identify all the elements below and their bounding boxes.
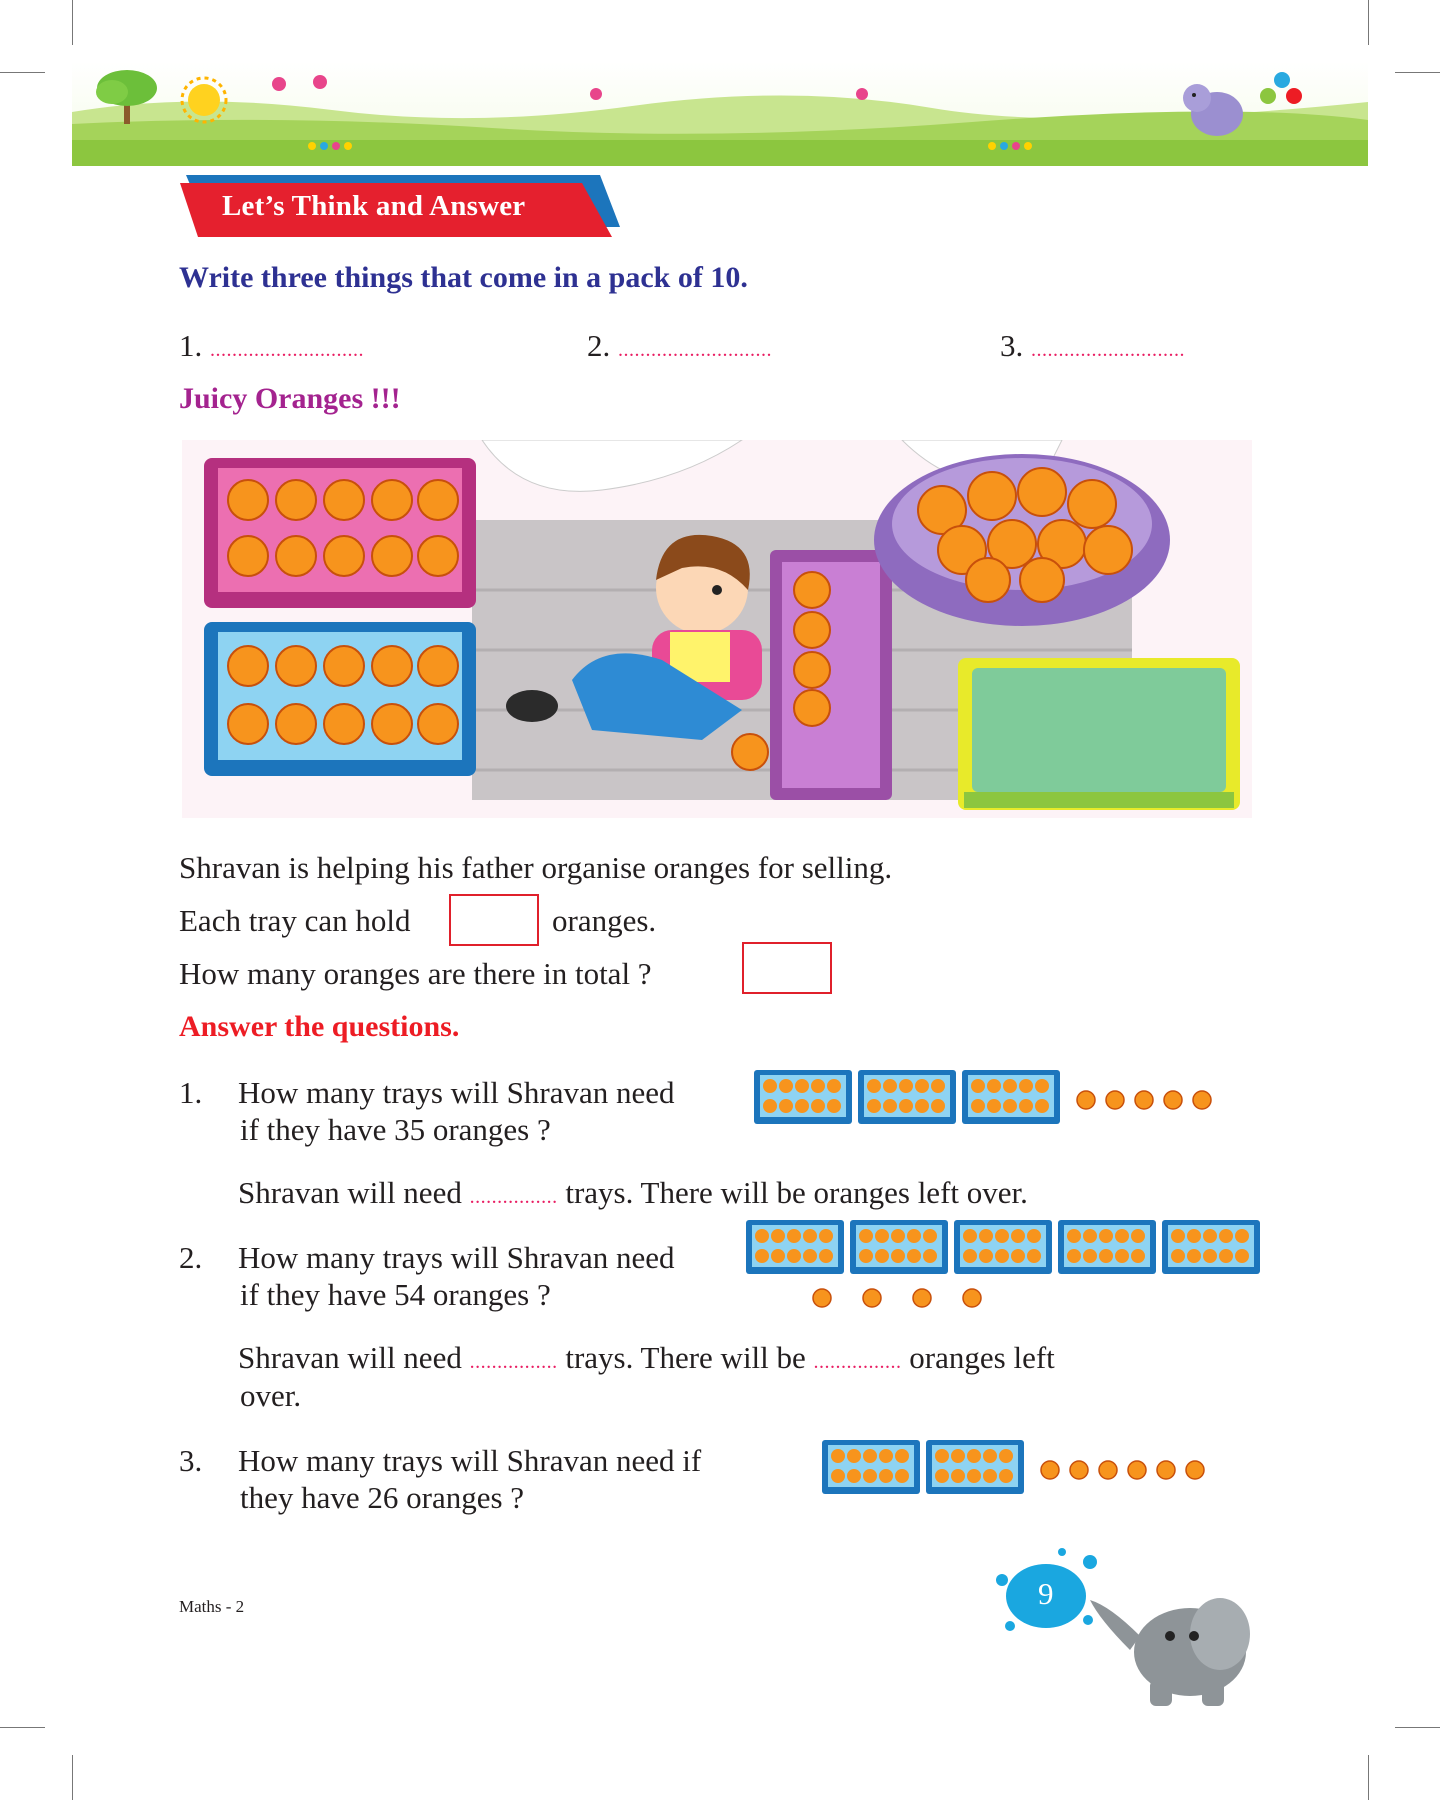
tray-capacity-answer-box[interactable] (449, 894, 539, 946)
loose-orange-icons (1041, 1461, 1204, 1479)
magenta-tray (204, 458, 476, 608)
q2-answer-d: over. (240, 1378, 302, 1413)
q1-answer-line (238, 1175, 1028, 1211)
pack-answer-2 (587, 328, 772, 364)
pack-answer-number: 1. (179, 328, 203, 363)
q1-answer-suffix: trays. There will be oranges left over. (565, 1175, 1028, 1210)
footer-book-title: Maths - 2 (179, 1597, 245, 1616)
q3-line-1: How many trays will Shravan need if (238, 1443, 702, 1478)
basket-of-oranges (874, 454, 1170, 626)
tray-icon (850, 1220, 948, 1274)
juicy-oranges-title: Juicy Oranges !!! (179, 382, 401, 415)
crop-mark (0, 1727, 45, 1728)
crop-mark (1395, 72, 1440, 73)
q1-line-1: How many trays will Shravan need (238, 1075, 675, 1110)
tray-icon (746, 1220, 844, 1274)
crop-mark (1395, 1727, 1440, 1728)
tray-icon (754, 1070, 852, 1124)
pack-answer-number: 2. (587, 328, 611, 363)
crop-mark (72, 1755, 73, 1800)
tray-icon (962, 1070, 1060, 1124)
pack-answer-blank[interactable]: ............................ (618, 339, 772, 361)
elephant-icon (1090, 1598, 1250, 1706)
q3-trays-illustration (820, 1438, 1220, 1498)
q2-trays-blank[interactable]: ................ (469, 1351, 558, 1373)
tray-icon (954, 1220, 1052, 1274)
section-tag-label: Let’s Think and Answer (222, 190, 526, 222)
pack-question-title: Write three things that come in a pack of 10. (179, 261, 748, 294)
q2-answer-c: oranges left (909, 1340, 1055, 1375)
q2-line-1: How many trays will Shravan need (238, 1240, 675, 1275)
q2-answer-a: Shravan will need (238, 1340, 462, 1375)
q2-trays-illustration (744, 1218, 1264, 1318)
tray-icon (1058, 1220, 1156, 1274)
q2-line-2: if they have 54 oranges ? (240, 1277, 551, 1312)
tray-icon (858, 1070, 956, 1124)
empty-green-tray (958, 658, 1240, 810)
q1-line-2: if they have 35 oranges ? (240, 1112, 551, 1147)
crop-mark (72, 0, 73, 45)
q2-answer-b: trays. There will be (565, 1340, 806, 1375)
q1-trays-illustration (752, 1068, 1222, 1128)
crop-mark (1368, 1755, 1369, 1800)
page-number: 9 (1038, 1576, 1054, 1611)
answer-questions-title: Answer the questions. (179, 1010, 460, 1043)
total-oranges-question: How many oranges are there in total ? (179, 956, 652, 991)
q3-number: 3. (179, 1443, 203, 1478)
oranges-intro: Shravan is helping his father organise oranges for selling. (179, 850, 893, 885)
pack-answer-3 (1000, 328, 1185, 364)
tray-icon (926, 1440, 1024, 1494)
tray-icon (822, 1440, 920, 1494)
loose-orange-icons (1077, 1091, 1211, 1109)
q1-answer-prefix: Shravan will need (238, 1175, 462, 1210)
pack-answer-number: 3. (1000, 328, 1024, 363)
q3-line-2: they have 26 oranges ? (240, 1480, 525, 1515)
tray-capacity-suffix: oranges. (552, 903, 657, 938)
q2-leftover-blank[interactable]: ................ (813, 1351, 902, 1373)
elephant-page-mascot (990, 1540, 1270, 1710)
q2-answer-line (238, 1340, 1262, 1376)
pack-answer-blank[interactable]: ............................ (1031, 339, 1185, 361)
q1-trays-blank[interactable]: ................ (469, 1186, 558, 1208)
orange-stall-illustration (182, 440, 1252, 818)
total-oranges-answer-box[interactable] (742, 942, 832, 994)
pack-answer-blank[interactable]: ............................ (210, 339, 364, 361)
q2-number: 2. (179, 1240, 203, 1275)
q1-number: 1. (179, 1075, 203, 1110)
loose-orange-icons (813, 1289, 981, 1307)
crop-mark (0, 72, 45, 73)
crop-mark (1368, 0, 1369, 45)
tray-capacity-prefix: Each tray can hold (179, 903, 411, 938)
blue-tray (204, 622, 476, 776)
pack-answer-1 (179, 328, 364, 364)
meadow-banner (72, 62, 1368, 166)
tray-icon (1162, 1220, 1260, 1274)
